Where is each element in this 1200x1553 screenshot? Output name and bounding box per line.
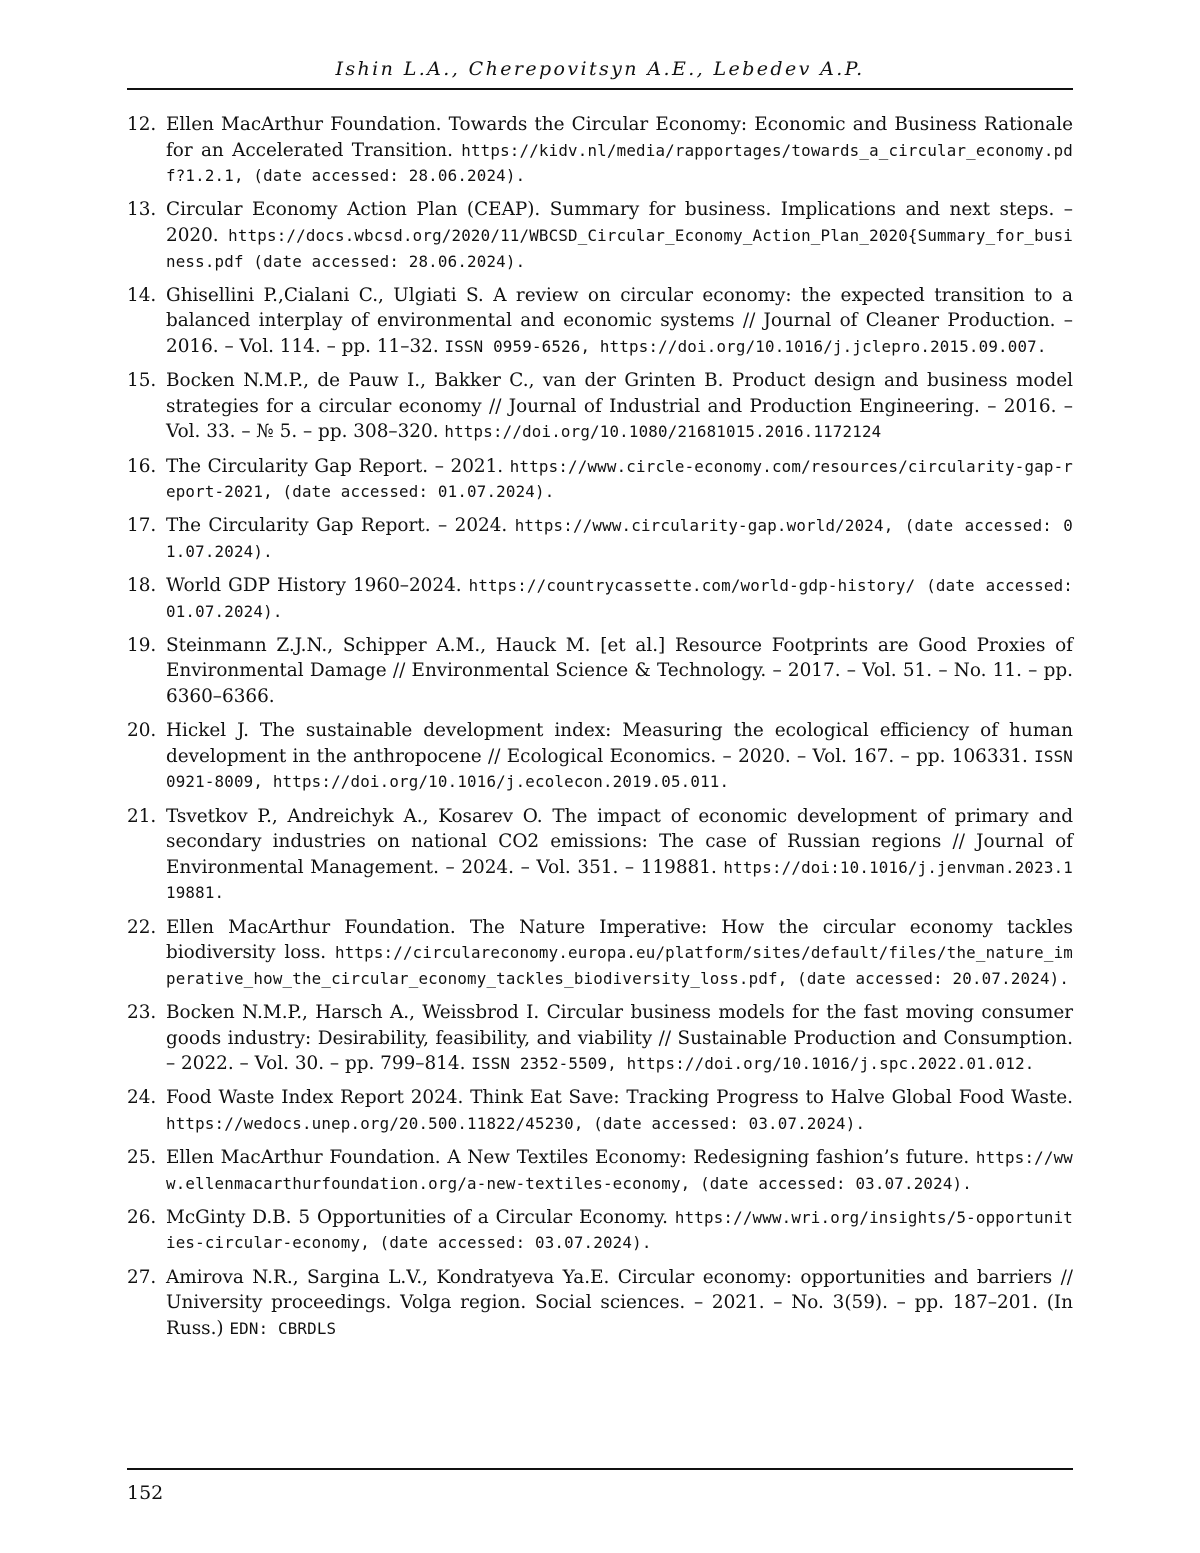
reference-number: 20. [127,720,157,742]
reference-item [127,804,1073,906]
reference-item [127,1145,1073,1196]
reference-text [166,513,1073,564]
citation-text: The Circularity Gap Report. – 2024. [166,515,515,537]
reference-number: 24. [127,1087,157,1109]
reference-text [166,1085,1073,1136]
citation-text: Bocken N.M.P., de Pauw I., Bakker C., van der Grinten B. Product design and business model strategies for a circular economy // Journal of Industrial and Production Engineering. – 2016. – Vol. 33. – № 5. – pp. 308–320. [166,370,1073,443]
citation-text: Ellen MacArthur Foundation. Towards the Circular Economy: Economic and Business Rationale for an Accelerated Transition. [166,114,1073,161]
reference-number: 13. [127,199,157,221]
citation-link[interactable]: https://doi.org/10.1080/21681015.2016.1172124 [444,422,882,442]
reference-text [166,718,1073,795]
reference-number: 15. [127,370,157,392]
citation-link[interactable]: https://doi:10.1016/j.jenvman.2023.119881. [166,857,1073,903]
citation-link[interactable]: https://kidv.nl/media/rapportages/towards_a_circular_economy.pdf?1.2.1, (date accessed: 28.06.2024). [166,140,1073,186]
citation-text: The Circularity Gap Report. – 2021. [166,455,510,477]
reference-item [127,573,1073,624]
reference-number: 25. [127,1147,157,1169]
citation-text: McGinty D.B. 5 Opportunities of a Circular Economy. [166,1206,675,1228]
citation-text: Bocken N.M.P., Harsch A., Weissbrod I. Circular business models for the fast moving consumer goods industry: Desirability, feasibility, and viability // Sustainable Production and Consumption. – 2022. – Vol. 30. – pp. 799–814. [166,1001,1073,1075]
citation-link[interactable]: ISSN 2352-5509, https://doi.org/10.1016/j.spc.2022.01.012. [471,1054,1035,1074]
citation-link[interactable]: ISSN 0959-6526, https://doi.org/10.1016/j.jclepro.2015.09.007. [444,336,1047,356]
reference-item [127,283,1073,360]
reference-item [127,1000,1073,1077]
reference-number: 18. [127,575,157,597]
reference-item [127,1265,1073,1342]
citation-text: Ellen MacArthur Foundation. A New Textiles Economy: Redesigning fashion’s future. [166,1147,976,1169]
running-header: Ishin L.A., Cherepovitsyn A.E., Lebedev A.P. [335,58,865,80]
header-rule [127,88,1073,90]
citation-text: Ghisellini P.,Cialani C., Ulgiati S. A review on circular economy: the expected transition to a balanced interplay of environmental and economic systems // Journal of Cleaner Production. – 2016. – Vol. 114. – pp. 11–32. [166,284,1073,357]
citation-text: Tsvetkov P., Andreichyk A., Kosarev O. The impact of economic development of primary and secondary industries on national CO2 emissions: The case of Russian regions // Journal of Environmental Management. – 2024. – Vol. 351. – 119881. [166,805,1073,878]
reference-item [127,368,1073,445]
reference-item [127,112,1073,189]
reference-item [127,197,1073,274]
reference-text [166,1145,1073,1196]
reference-item [127,454,1073,505]
reference-text [166,112,1073,189]
reference-item [127,915,1073,992]
reference-text [166,633,1073,710]
reference-number: 22. [127,916,157,938]
citation-text: Hickel J. The sustainable development index: Measuring the ecological efficiency of human development in the anthropocene // Ecological Economics. – 2020. – Vol. 167. – pp. 106331. [166,720,1073,767]
reference-text [166,1000,1073,1077]
citation-link[interactable]: https://circulareconomy.europa.eu/platform/sites/default/files/the_nature_imperative_how_the_circular_economy_tackles_biodiversity_loss.pdf, (date accessed: 20.07.2024). [166,943,1073,988]
citation-link[interactable]: https://www.wri.org/insights/5-opportunities-circular-economy, (date accessed: 03.07.2024). [166,1207,1073,1253]
citation-text: World GDP History 1960–2024. [166,575,469,597]
reference-text [166,915,1073,992]
reference-item [127,718,1073,795]
footer-rule [127,1468,1073,1470]
reference-number: 17. [127,515,157,537]
citation-link[interactable]: EDN: CBRDLS [229,1318,337,1338]
reference-number: 27. [127,1266,157,1288]
reference-number: 12. [127,114,157,135]
reference-item [127,1085,1073,1136]
reference-number: 26. [127,1206,157,1228]
reference-item [127,513,1073,564]
page-number: 152 [127,1482,164,1504]
reference-list [127,112,1073,1350]
citation-link[interactable]: https://wedocs.unep.org/20.500.11822/45230, (date accessed: 03.07.2024). [166,1113,866,1133]
citation-link[interactable]: https://www.circle-economy.com/resources/circularity-gap-report-2021, (date accessed: 01.07.2024). [166,456,1073,502]
reference-text [166,368,1073,445]
reference-text [166,1205,1073,1256]
reference-text [166,197,1073,274]
citation-link[interactable]: ISSN 0921-8009, https://doi.org/10.1016/j.ecolecon.2019.05.011. [166,746,1073,792]
reference-number: 23. [127,1001,157,1023]
citation-text: Amirova N.R., Sargina L.V., Kondratyeva Ya.E. Circular economy: opportunities and barriers // University proceedings. Volga region. Social sciences. – 2021. – No. 3(59). – pp. 187–201. (In Russ.) [166,1266,1073,1339]
citation-link[interactable]: https://www.ellenmacarthurfoundation.org/a-new-textiles-economy, (date accessed: 03.07.2024). [166,1148,1073,1193]
citation-link[interactable]: https://docs.wbcsd.org/2020/11/WBCSD_Circular_Economy_Action_Plan_2020{Summary_for_business.pdf (date accessed: 28.06.2024). [166,225,1073,271]
reference-number: 16. [127,455,157,477]
reference-text [166,283,1073,360]
citation-text: Ellen MacArthur Foundation. The Nature Imperative: How the circular economy tackles biodiversity loss. [166,916,1073,964]
reference-number: 14. [127,284,157,306]
reference-number: 21. [127,805,157,827]
reference-text [166,1265,1073,1342]
reference-text [166,454,1073,505]
reference-text [166,573,1073,624]
reference-item [127,1205,1073,1256]
citation-text: Circular Economy Action Plan (CEAP). Summary for business. Implications and next steps. – 2020. [166,199,1073,246]
reference-number: 19. [127,634,157,656]
reference-text [166,804,1073,906]
citation-link[interactable]: https://www.circularity-gap.world/2024, (date accessed: 01.07.2024). [166,516,1074,561]
reference-item [127,633,1073,710]
citation-link[interactable]: https://countrycassette.com/world-gdp-history/ (date accessed: 01.07.2024). [166,576,1074,621]
citation-text: Steinmann Z.J.N., Schipper A.M., Hauck M. [et al.] Resource Footprints are Good Proxies of Environmental Damage // Environmental Science & Technology. – 2017. – Vol. 51. – No. 11. – pp. 6360–6366. [166,634,1073,708]
citation-text: Food Waste Index Report 2024. Think Eat Save: Tracking Progress to Halve Global Food Waste. [166,1087,1073,1109]
